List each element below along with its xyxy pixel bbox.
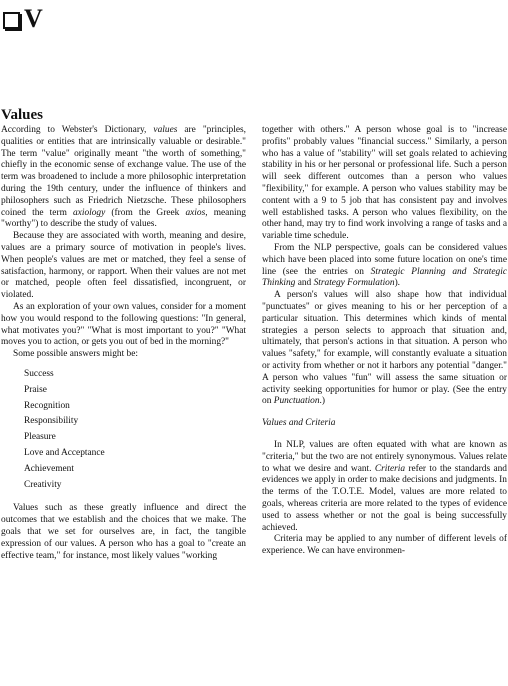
paragraph-motivation: Because they are associated with worth, meaning and desire, values are a primary source of motivation in people's lives. When people's values are met or matched, they feel a sense of satisfaction, harmony, or rapport. When their values are not met or matched, people often feel dissatisfied, incongruent, or violated.	[1, 231, 246, 301]
checkbox-icon	[3, 12, 20, 29]
paragraph-levels: Criteria may be applied to any number of different levels of experience. We can have environmen-	[262, 534, 507, 557]
subheading-values-criteria: Values and Criteria	[262, 418, 336, 429]
section-title: Values	[1, 107, 43, 123]
list-item: Responsibility	[24, 416, 79, 427]
paragraph-nlp-perspective: From the NLP perspective, goals can be considered values which have been placed into some future location on one's time line (see the entries on Strategic Planning and Strategic Thinking and Strategy Formulation).	[262, 242, 507, 289]
list-item: Recognition	[24, 400, 70, 411]
list-item: Praise	[24, 384, 47, 395]
answers-list	[24, 367, 246, 493]
paragraph-answers-intro: Some possible answers might be:	[13, 349, 138, 360]
list-item: Success	[24, 368, 54, 379]
paragraph-exploration: As an exploration of your own values, consider for a moment how you would respond to the following questions: "In general, what motivates you?" "What is most important to you?" "What moves you to action, or gets you out of bed in the morning?"	[1, 301, 246, 348]
list-item: Love and Acceptance	[24, 447, 105, 458]
list-item: Achievement	[24, 463, 74, 474]
left-column	[1, 125, 246, 562]
chapter-letter: V	[24, 4, 43, 33]
chapter-letter-header	[3, 6, 43, 32]
list-item: Pleasure	[24, 432, 56, 443]
paragraph-definition: According to Webster's Dictionary, values are "principles, qualities or entities that are intrinsically valuable or desirable." The term "value" originally meant "the worth of something," chiefly in the economic sense of exchange value. The use of the term was broadened to include a more philosophic interpretation during the 19th century, under the influence of thinkers and philosophers such as Friedrich Nietzsche. These philosophers coined the term axiology (from the Greek axios, meaning "worthy") to describe the study of values.	[1, 125, 246, 230]
list-item: Creativity	[24, 479, 62, 490]
paragraph-goals: Values such as these greatly influence and direct the outcomes that we establish and the choices that we make. The goals that we set for ourselves are, in fact, the tangible expression of our values. A person who has a goal to "create an effective team," for instance, most likely values "working	[1, 503, 246, 561]
paragraph-criteria: In NLP, values are often equated with what are known as "criteria," but the two are not entirely synonymous. Values relate to what we desire and want. Criteria refer to the standards and evidences we apply in order to make decisions and judgments. In the terms of the T.O.T.E. Model, values are more related to goals, whereas criteria are more related to the types of evidence used to assess whether or not the goal is being successfully achieved.	[262, 439, 507, 533]
right-column	[262, 125, 507, 558]
paragraph-punctuation: A person's values will also shape how that individual "punctuates" or gives meaning to his or her perception of a particular situation. This determines which kinds of mental strategies a person selects to approach that situation and, ultimately, that person's actions in that situation. A person who values "safety," for example, will constantly evaluate a situation or activity from whether or not it harbors any potential "danger." A person who values "fun" will assess the same situation or activity seeking opportunities for humor or play. (See the entry on Punctuation.)	[262, 290, 507, 407]
paragraph-continuation: together with others." A person whose goal is to "increase profits" probably values "financial success." Similarly, a person who has a value of "stability" will set goals related to achieving stability in his or her personal or professional life. Such a person will seek different outcomes than a person who values "flexibility," for example. A person who values stability may be content with a 9 to 5 job that has consistent pay and involves well established tasks. A person who values flexibility, on the other hand, may try to find work involving a range of tasks and a variable time schedule.	[262, 125, 507, 242]
